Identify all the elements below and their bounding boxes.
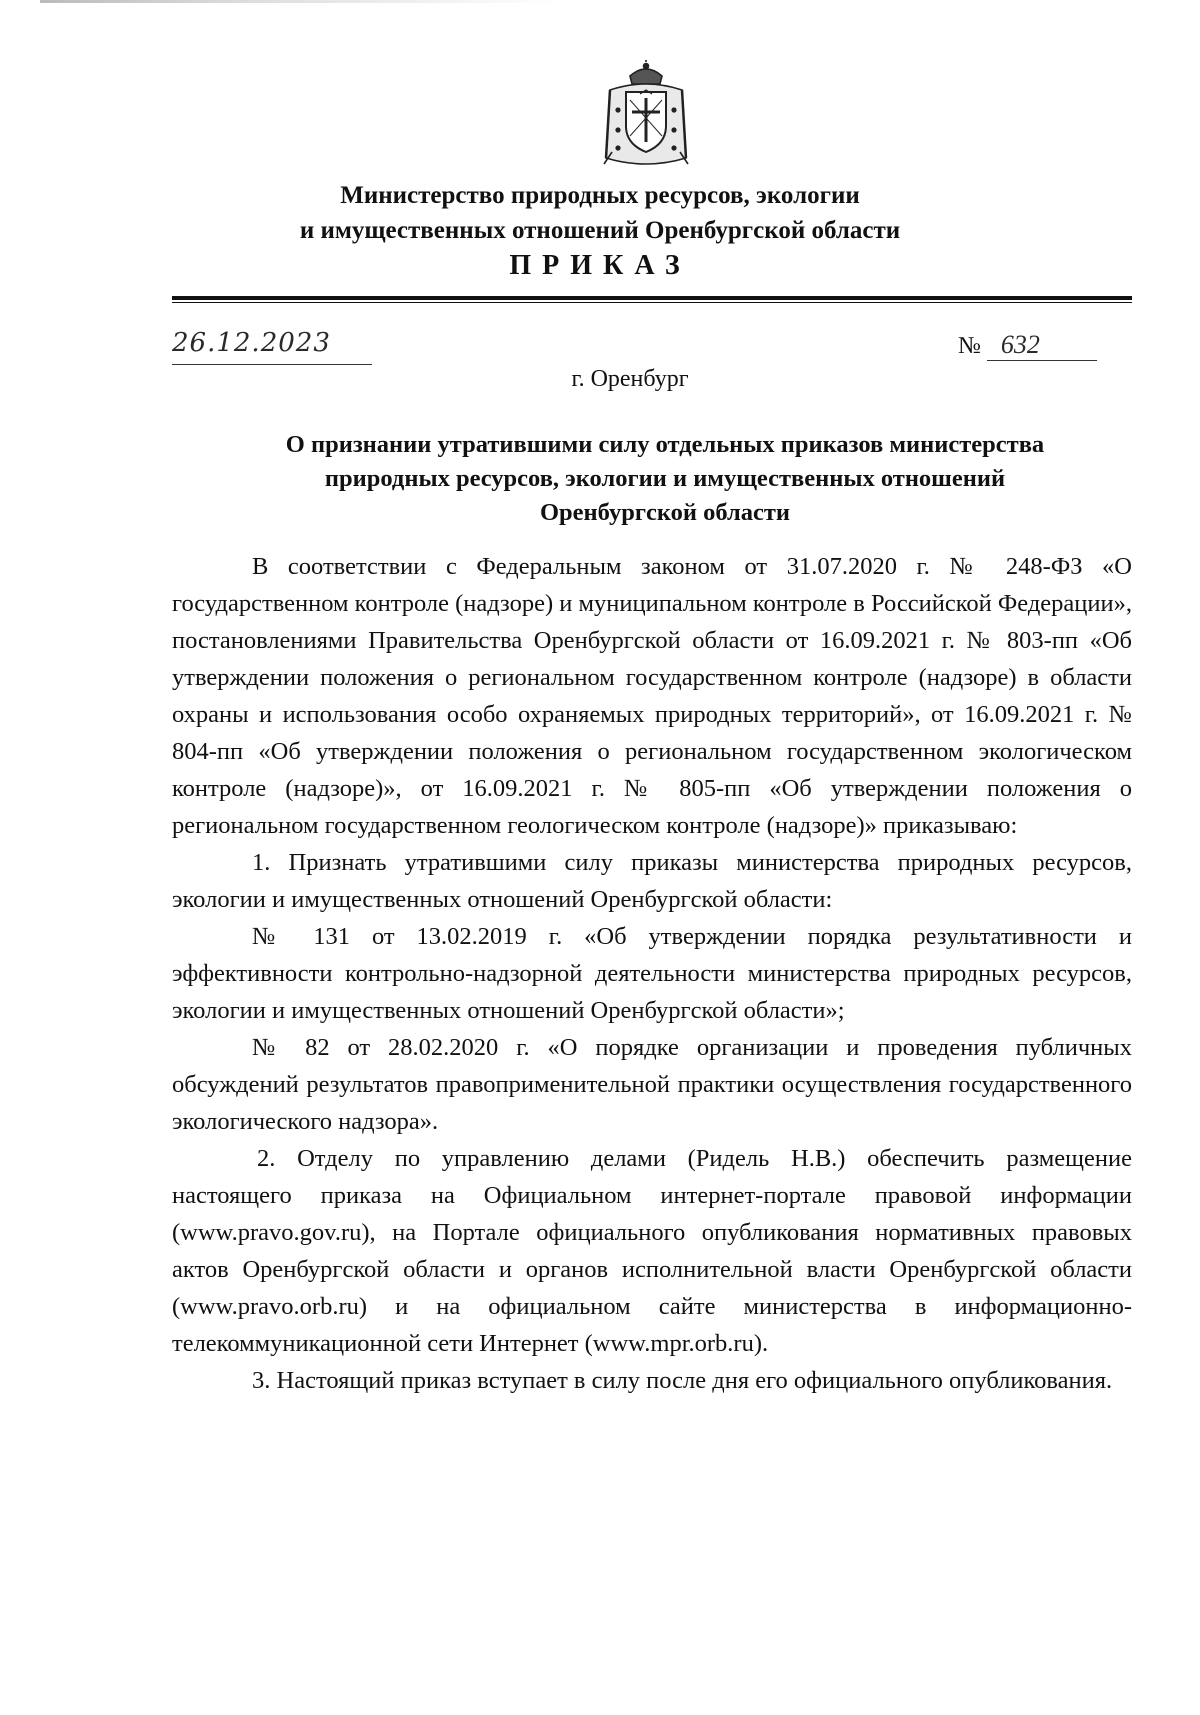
coat-of-arms-emblem [600, 60, 692, 170]
clause-1: 1. Признать утратившими силу приказы министерства природных ресурсов, экологии и имущественных отношений Оренбургской области: [172, 849, 1132, 913]
order-number-handwritten: 632 [987, 330, 1097, 361]
scan-artifact [40, 0, 560, 3]
order-title-line-3: Оренбургской области [539, 499, 791, 526]
issue-city: г. Оренбург [571, 366, 689, 392]
clause-3: 3. Настоящий приказ вступает в силу после дня его официального опубликования. [252, 1367, 1113, 1394]
header-divider-thin [172, 302, 1132, 303]
number-sign: № [958, 333, 981, 359]
order-title [200, 428, 1130, 530]
order-title-line-2: природных ресурсов, экологии и имущественных отношений [324, 465, 1006, 492]
order-date-handwritten: 26.12.2023 [172, 328, 372, 365]
order-title-line-1: О признании утратившими силу отдельных приказов министерства [285, 431, 1045, 458]
order-body [172, 548, 1132, 1399]
ministry-name [0, 178, 1200, 248]
preamble-paragraph: В соответствии с Федеральным законом от 31.07.2020 г. № 248-ФЗ «О государственном контроле (надзоре) и муниципальном контроле в Российской Федерации», постановлениями Правительства Оренбургской области от 16.09.2021 г. № 803-пп «Об утверждении положения о региональном государственном контроле (надзоре) в области охраны и использования особо охраняемых природных территорий», от 16.09.2021 г. № 804-пп «Об утверждении положения о региональном государственном экологическом контроле (надзоре)», от 16.09.2021 г. № 805-пп «Об утверждении положения о региональном государственном геологическом контроле (надзоре)» приказываю: [172, 553, 1132, 839]
clause-2: 2. Отделу по управлению делами (Ридель Н.В.) обеспечить размещение настоящего приказа на Официальном интернет-портале правовой информации (www.pravo.gov.ru), на Портале официального опубликования нормативных правовых актов Оренбургской области и органов исполнительной власти Оренбургской области (www.pravo.orb.ru) и на официальном сайте министерства в информационно-телекоммуникационной сети Интернет (www.mpr.orb.ru). [172, 1145, 1132, 1357]
clause-1-order-82: № 82 от 28.02.2020 г. «О порядке организации и проведения публичных обсуждений результатов правоприменительной практики осуществления государственного экологического надзора». [172, 1034, 1132, 1135]
document-type-heading: ПРИКАЗ [509, 250, 691, 281]
header-divider-thick [172, 296, 1132, 300]
clause-1-order-131: № 131 от 13.02.2019 г. «Об утверждении порядка результативности и эффективности контрольно-надзорной деятельности министерства природных ресурсов, экологии и имущественных отношений Оренбургской области»; [172, 923, 1132, 1024]
order-number-field [958, 330, 1097, 361]
ministry-name-line-2: и имущественных отношений Оренбургской области [299, 217, 901, 244]
ministry-name-line-1: Министерство природных ресурсов, экологии [340, 182, 860, 209]
